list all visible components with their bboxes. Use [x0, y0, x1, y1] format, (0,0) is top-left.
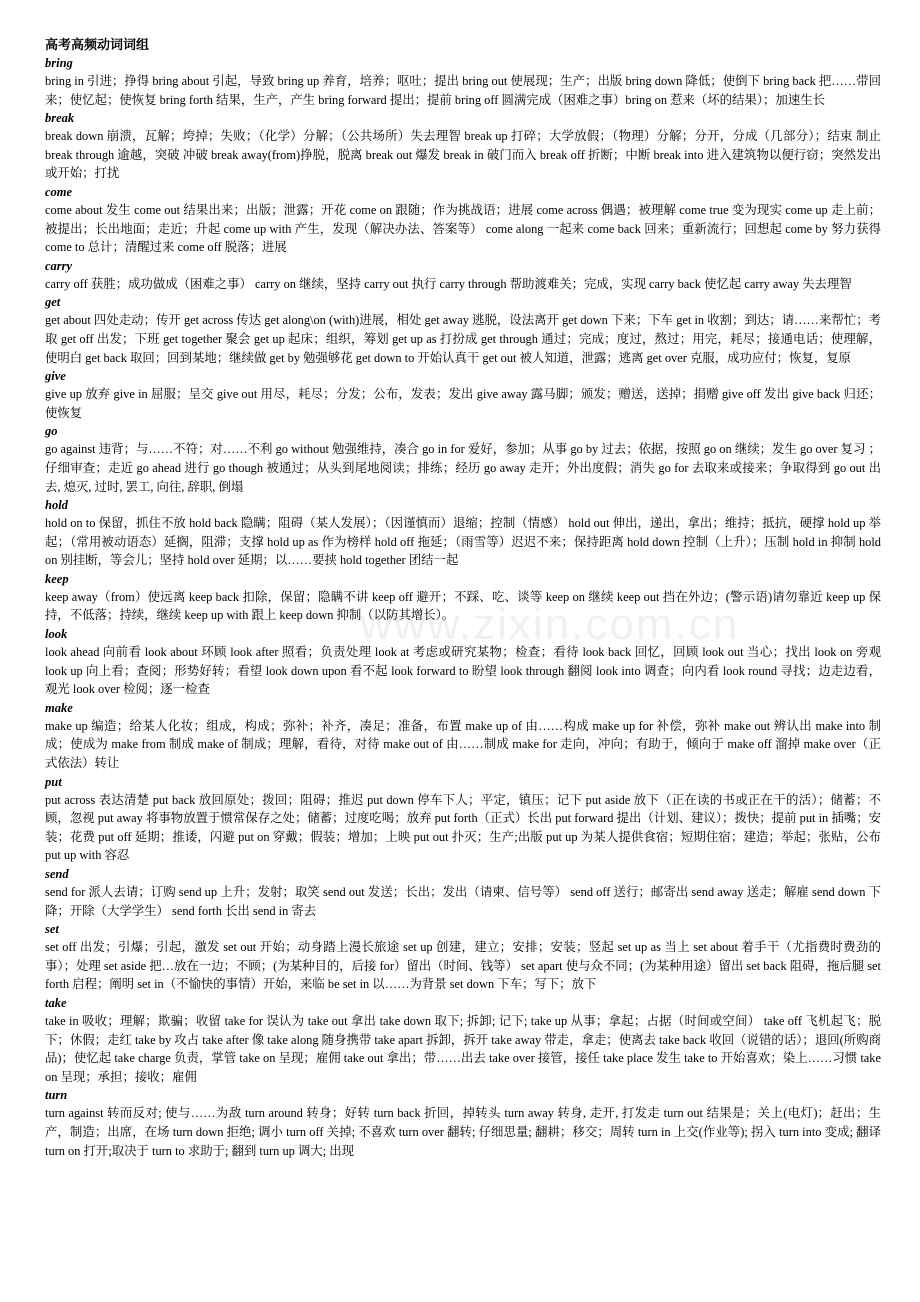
section-bring: [45, 54, 881, 109]
section-heading: get: [45, 295, 61, 310]
section-heading: go: [45, 424, 58, 439]
section-heading: bring: [45, 56, 73, 70]
section-body: bring in 引进；挣得 bring about 引起，导致 bring up 养育，培养；呕吐；提出 bring out 使展现；生产；出版 bring down 降低；使倒下 bring back 把……带回来；使忆起；使恢复 bring forth 结果，生产，产生 bring forward 提出；提前 bring off 圆满完成（困难之事）bring on 惹来（坏的结果）；加速生长: [45, 74, 881, 107]
section-send: [45, 865, 881, 920]
section-body: put across 表达清楚 put back 放回原处；拨回；阻碍；推迟 put down 停车下人；平定，镇压；记下 put aside 放下（正在读的书或正在干的活）；储蓄；不顾，忽视 put away 将事物放置于惯常保存之处；储蓄；过度吃喝；放弃 put forth（正式）长出 put forward 提出（计划、建议）；拨快；提前 put in 插嘴；安装；花费 put off 延期；推诿，闪避 put on 穿戴；假装；增加；上映 put out 扑灭；生产;出版 put up 为某人提供食宿；短期住宿；建造；举起；张贴，公布 put up with 容忍: [45, 792, 881, 863]
section-body: get about 四处走动；传开 get across 传达 get along\on (with)进展，相处 get away 逃脱，设法离开 get down 下来；下车 get in 收割；到达；请……来帮忙；考取 get off 出发；下班 get together 聚会 get up 起床；组织，筹划 get up as 打扮成 get through 通过；完成；度过，熬过；用完，耗尽；接通电话；使理解，使明白 get back 取回；回到某地；继续做 get by 勉强够花 get down to 开始认真干 get out 被人知道，泄露；逃离 get over 克服，成功应付；恢复，复原: [45, 313, 881, 365]
section-heading: come: [45, 184, 73, 199]
section-body: take in 吸收；理解；欺骗；收留 take for 误认为 take out 拿出 take down 取下; 拆卸; 记下; take up 从事；拿起；占据（时间或空间） take off 飞机起飞；脱下；休假；走红 take by 攻占 take after 像 take along 随身携带 take apart 拆卸，拆开 take away 带走，拿走；使离去 take back 收回（说错的话）；退回(所购商品)；使忆起 take charge 负责，掌管 take on 呈现；雇佣 take out 拿出；带……出去 take over 接管，接任 take place 发生 take to 开始喜欢；染上……习惯 take on 呈现；承担；接收；雇佣: [45, 1013, 881, 1084]
section-body: come about 发生 come out 结果出来；出版；泄露；开花 come on 跟随；作为挑战语；进展 come across 偶遇；被理解 come true 变为现实 come up 走上前；被提出；长出地面；走近；升起 come up with 产生，发现（解决办法、答案等） come along 一起来 come back 回来；重新流行；回想起 come by 努力获得 come to 总计；清醒过来 come off 脱落；进展: [45, 202, 881, 255]
section-go: [45, 422, 881, 496]
section-heading: give: [45, 369, 66, 384]
section-turn: [45, 1086, 881, 1160]
section-body: make up 编造；给某人化妆；组成，构成；弥补；补齐，凑足；准备，布置 make up of 由……构成 make up for 补偿，弥补 make out 辨认出 make into 制成；使成为 make from 制成 make of 制成；理解，看待，对待 make out of 由……制成 make for 走向，冲向；有助于，倾向于 make off 溜掉 make over（正式依法）转让: [45, 718, 881, 771]
section-take: [45, 994, 881, 1086]
section-heading: hold: [45, 498, 68, 513]
section-come: [45, 183, 881, 257]
section-heading: put: [45, 774, 62, 789]
section-heading: look: [45, 627, 68, 642]
section-body: carry off 获胜；成功做成（困难之事） carry on 继续，坚持 carry out 执行 carry through 帮助渡难关；完成，实现 carry back 使忆起 carry away 失去理智: [45, 276, 852, 291]
phrase-sections: [45, 54, 881, 1160]
section-heading: take: [45, 995, 67, 1010]
section-heading: set: [45, 922, 59, 937]
section-body: send for 派人去请；订购 send up 上升；发射；取笑 send out 发送；长出；发出（请柬、信号等） send off 送行；邮寄出 send away 送走；解雇 send down 下降；开除（大学学生） send forth 长出 send in 寄去: [45, 885, 881, 918]
section-give: [45, 367, 881, 422]
section-body: keep away（from）使远离 keep back 扣除，保留；隐瞒不讲 keep off 避开；不踩、吃、谈等 keep on 继续 keep out 挡在外边；(警示语)请勿靠近 keep up 保持，不低落；持续，继续 keep up with 跟上 keep down 抑制（以防其增长）。: [45, 589, 881, 623]
section-heading: turn: [45, 1088, 68, 1103]
section-body: hold on to 保留，抓住不放 hold back 隐瞒；阻碍（某人发展）；（因谨慎而）退缩；控制（情感） hold out 伸出，递出，拿出；维持；抵抗，硬撑 hold up 举起；（常用被动语态）延搁，阻滞；支撑 hold up as 作为榜样 hold off 拖延；（雨雪等）迟迟不来；保持距离 hold down 控制（上升）；压制 hold in 抑制 hold on 别挂断，等会儿；坚持 hold over 延期；以……要挟 hold together 团结一起: [45, 516, 881, 568]
section-body: look ahead 向前看 look about 环顾 look after 照看；负责处理 look at 考虑或研究某物；检查；看待 look back 回忆，回顾 look out 当心；找出 look on 旁观 look up 向上看；查阅；形势好转；看望 look down upon 看不起 look forward to 盼望 look through 翻阅 look into 调查；向内看 look round 寻找；边走边看，观光 look over 检阅；逐一检查: [45, 645, 881, 697]
section-set: [45, 920, 881, 994]
section-get: [45, 293, 881, 367]
section-heading: break: [45, 111, 75, 126]
section-body: break down 崩溃，瓦解；垮掉；失败；（化学）分解；（公共场所）失去理智 break up 打碎；大学放假；（物理）分解；分开，分成（几部分）；结束 制止 break through 逾越，突破 冲破 break away(from)挣脱，脱离 break out 爆发 break in 破门而入 break off 折断；中断 break into 进入建筑物以便行窃；突然发出或开始；打扰: [45, 129, 881, 181]
section-keep: [45, 570, 881, 625]
section-carry: [45, 257, 881, 294]
section-body: set off 出发；引爆；引起，激发 set out 开始；动身踏上漫长旅途 set up 创建，建立；安排；安装；竖起 set up as 当上 set about 着手干（尤指费时费劲的事）；处理 set aside 把…放在一边；不顾；(为某种目的，后接 for）留出（时间、钱等） set apart 使与众不同；(为某种用途）留出 set back 阻碍，拖后腿 set forth 启程；阐明 set in（不愉快的事情）开始，来临 be set in 以……为背景 set down 下车；写下；放下: [45, 940, 881, 992]
section-body: give up 放弃 give in 屈服；呈交 give out 用尽，耗尽；分发；公布，发表；发出 give away 露马脚；颁发；赠送，送掉；捐赠 give off 发出 give back 归还；使恢复: [45, 387, 881, 420]
document-page: [45, 36, 881, 1160]
section-heading: make: [45, 700, 73, 715]
section-body: go against 违背；与……不符；对……不利 go without 勉强维持，凑合 go in for 爱好，参加；从事 go by 过去；依据，按照 go on 继续；发生 go over 复习 ；仔细审查；走近 go ahead 进行 go though 被通过；从头到尾地阅读；排练；经历 go away 走开；外出度假；消失 go for 去取来或接来；争取得到 go out 出去, 熄灭, 过时, 罢工, 向往, 辞职, 倒塌: [45, 442, 881, 494]
document-title: 高考高频动词词组: [45, 37, 150, 52]
section-break: [45, 109, 881, 183]
section-hold: [45, 496, 881, 570]
section-heading: send: [45, 867, 69, 881]
section-heading: carry: [45, 258, 73, 273]
section-look: [45, 625, 881, 699]
section-put: [45, 773, 881, 865]
section-body: turn against 转而反对; 使与……为敌 turn around 转身；好转 turn back 折回，掉转头 turn away 转身, 走开, 打发走 turn out 结果是；关上(电灯)；赶出；生产，制造；出席，在场 turn down 拒绝; 调小 turn off 关掉; 不喜欢 turn over 翻转; 仔细思量; 翻耕；移交；周转 turn in 上交(作业等); 拐入 turn into 变成; 翻译 turn on 打开;取决于 turn to 求助于; 翻到 turn up 调大; 出现: [45, 1106, 881, 1158]
watermark: www.zixin.com.cn: [360, 600, 740, 649]
section-heading: keep: [45, 571, 69, 586]
section-make: [45, 699, 881, 773]
